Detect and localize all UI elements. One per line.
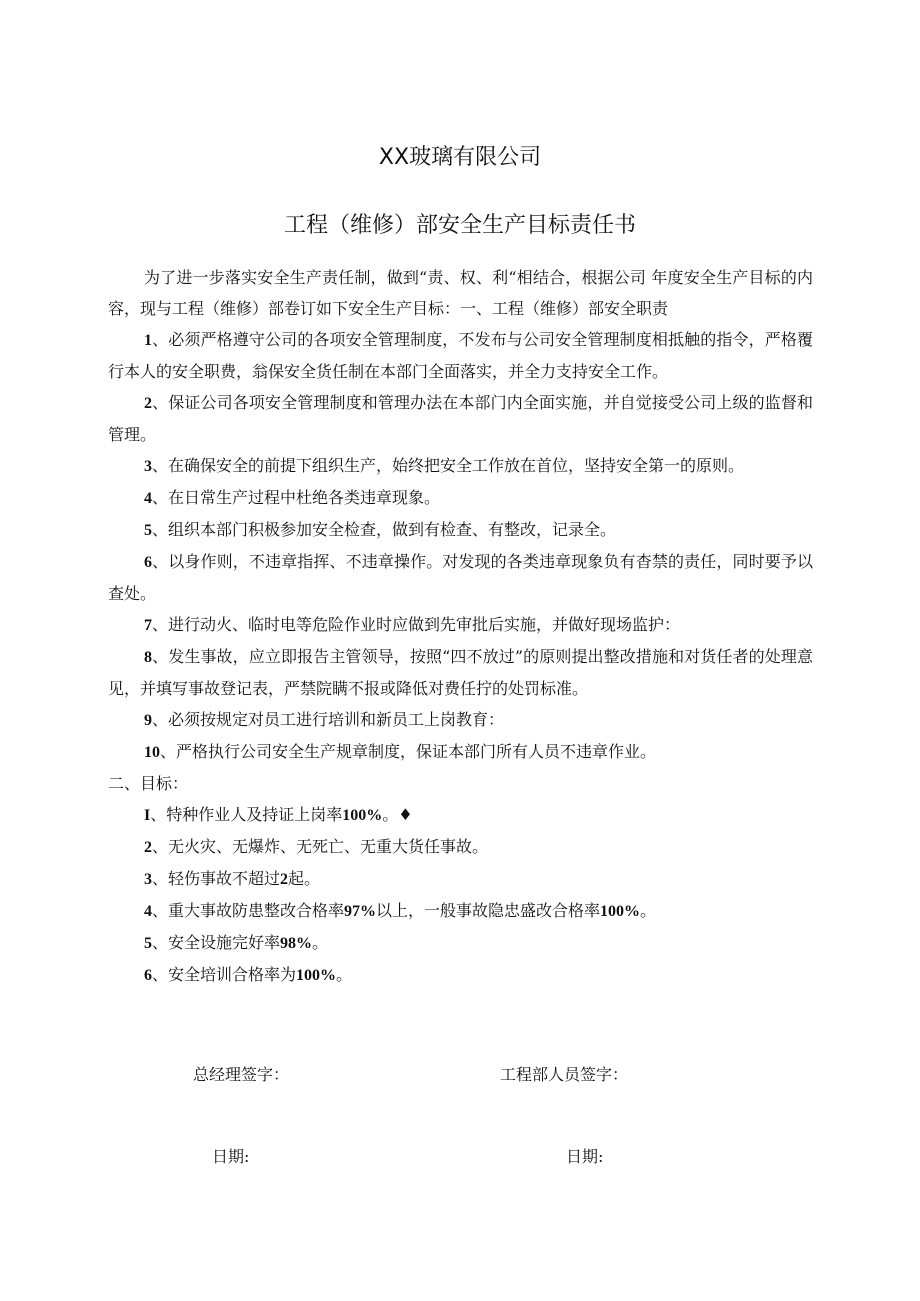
goal-item — [108, 799, 813, 831]
duty-item — [108, 736, 813, 768]
document-body — [108, 262, 813, 991]
gm-date-label: 日期: — [212, 1147, 250, 1166]
goal-item — [108, 895, 813, 927]
duty-text: 、必须按规定对员工进行培训和新员工上岗教育： — [152, 710, 505, 729]
goal-text: 、重大事故防患整改合格率 — [152, 901, 345, 920]
duty-number: 5 — [144, 522, 152, 539]
intro-paragraph: 为了进一步落实安全生产责任制，做到“责、权、利“相结合，根据公司 年度安全生产目标的内容，现与工程（维修）部卷订如下安全生产目标：一、工程（维修）部安全职责 — [108, 268, 813, 318]
duty-number: 1 — [144, 332, 152, 349]
duty-item — [108, 324, 813, 387]
goal-item — [108, 831, 813, 863]
duty-item — [108, 387, 813, 450]
goal-value: 100% — [296, 967, 337, 984]
goal-value-2: 100% — [600, 903, 641, 920]
duty-text: 、保证公司各项安全管理制度和管理办法在本部门内全面实施，并自觉接受公司上级的监督和管理。 — [108, 393, 813, 444]
goal-value: 98% — [280, 935, 313, 952]
duty-text: 、在确保安全的前提下组织生产，始终把安全工作放在首位，坚持安全第一的原则。 — [152, 456, 745, 475]
duty-item — [108, 546, 813, 609]
goal-text: 、轻伤事故不超过 — [152, 869, 281, 888]
goal-text: 、安全培训合格率为 — [152, 965, 297, 984]
duty-text: 、发生事故，应立即报告主管领导，按照“四不放过”的原则提出整改措施和对货任者的处理意见，并填写事故登记表，严禁院瞒不报或降低对费任拧的处罚标准。 — [108, 647, 813, 698]
duty-text: 、以身作则，不违章指挥、不违章操作。对发现的各类违章现象负有杳禁的责任，同时要予以查处。 — [108, 552, 813, 603]
goal-number: 5 — [144, 935, 152, 952]
goal-text: 、特种作业人及持证上岗率 — [150, 805, 343, 824]
goal-tail: 起。 — [288, 869, 321, 888]
document-title: 工程（维修）部安全生产目标责任书 — [283, 213, 636, 238]
duty-item — [108, 514, 813, 546]
duty-number: 3 — [144, 458, 152, 475]
goal-text: 、安全设施完好率 — [152, 933, 281, 952]
goal-number: 2 — [144, 839, 152, 856]
goal-value: 97% — [344, 903, 377, 920]
goal-value: 2 — [280, 871, 289, 888]
goal-tail: 以上，一般事故隐忠盛改合格率 — [376, 901, 601, 920]
goal-tail: 。 — [312, 933, 329, 952]
goals-heading: 二、目标： — [108, 774, 189, 793]
duty-number: 4 — [144, 490, 152, 507]
duty-number: 10 — [144, 744, 160, 761]
goal-number: 3 — [144, 871, 152, 888]
duty-text: 、组织本部门积极参加安全检查，做到有检查、有整改，记录全。 — [152, 520, 617, 539]
duty-item — [108, 450, 813, 482]
goal-number: I — [144, 807, 151, 824]
duty-text: 、必须严格遵守公司的各项安全管理制度，不发布与公司安全管理制度相抵触的指令，严格覆行本人的安全职费，翁保安全货任制在本部门全面落实，并全力支持安全工作。 — [108, 330, 813, 381]
duty-text: 、严格执行公司安全生产规章制度，保证本部门所有人员不违章作业。 — [160, 742, 657, 761]
goal-tail-2: 。 — [640, 901, 657, 920]
goal-item — [108, 927, 813, 959]
company-title: XX玻璃有限公司 — [378, 145, 542, 170]
duty-number: 8 — [144, 649, 152, 666]
duty-text: 、进行动火、临时电等危险作业时应做到先审批后实施，并做好现场监护： — [152, 615, 681, 634]
engineering-signature-label: 工程部人员签字： — [500, 1065, 629, 1084]
duty-item — [108, 482, 813, 514]
gm-signature-label: 总经理签字： — [193, 1065, 290, 1084]
goal-value: 100% — [342, 807, 383, 824]
duty-number: 7 — [144, 617, 152, 634]
duty-item — [108, 609, 813, 641]
goal-item — [108, 863, 813, 895]
goal-number: 6 — [144, 967, 152, 984]
goal-number: 4 — [144, 903, 152, 920]
duty-number: 9 — [144, 712, 152, 729]
goal-item — [108, 959, 813, 991]
duty-item — [108, 704, 813, 736]
engineering-date-label: 日期: — [566, 1147, 604, 1166]
goal-tail: 。 — [336, 965, 353, 984]
goal-text: 、无火灾、无爆炸、无死亡、无重大货任事故。 — [152, 837, 489, 856]
duty-item — [108, 641, 813, 704]
duty-text: 、在日常生产过程中杜绝各类违章现象。 — [152, 488, 441, 507]
goal-tail: 。♦ — [382, 805, 413, 824]
duty-number: 2 — [144, 395, 152, 412]
duty-number: 6 — [144, 554, 152, 571]
